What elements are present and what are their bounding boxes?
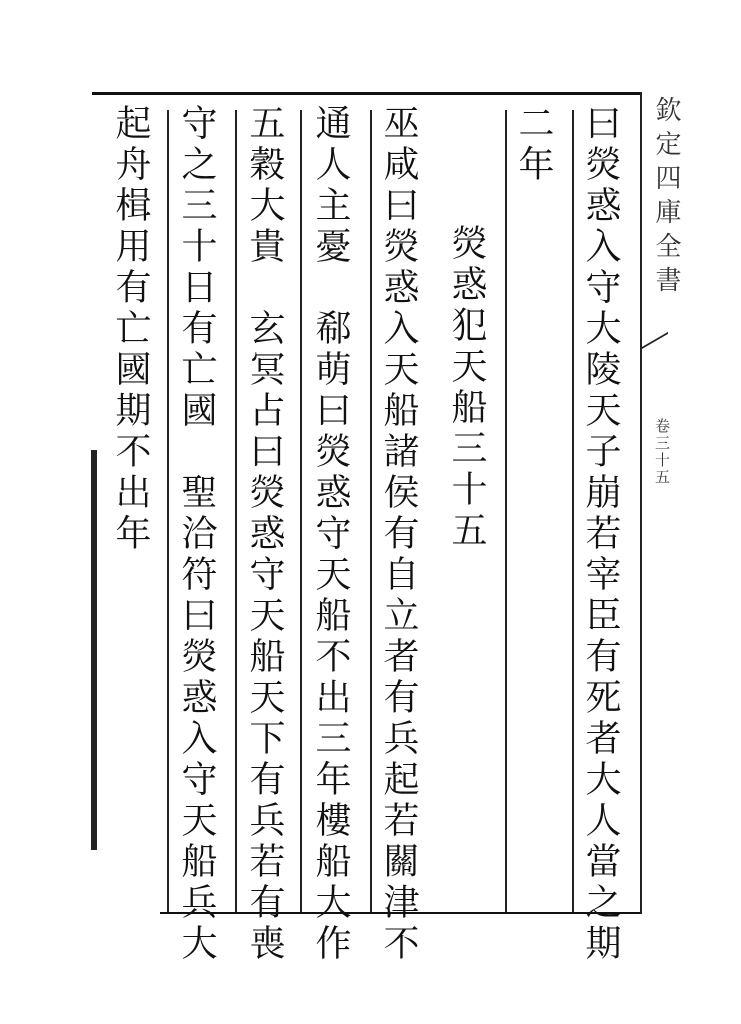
binding-bar <box>91 450 97 850</box>
fish-tail-mark <box>640 332 668 376</box>
margin-header: 欽定四庫全書 <box>651 96 681 300</box>
column-divider <box>370 110 372 912</box>
text-column-3: 巫咸曰熒惑入天船諸侯有自立者有兵起若關津不 <box>378 104 419 965</box>
text-column-2: 二年 <box>513 104 554 186</box>
text-column-4: 通人主憂 郗萌曰熒惑守天船不出三年樓船大作 <box>310 104 351 965</box>
column-divider <box>235 110 237 912</box>
margin-divider <box>640 92 642 914</box>
text-column-1: 曰熒惑入守大陵天子崩若宰臣有死者大人當之期 <box>580 104 621 965</box>
section-heading: 熒惑犯天船三十五 <box>446 224 487 552</box>
text-column-6: 守之三十日有亡國 聖洽符曰熒惑入守天船兵大 <box>176 104 217 965</box>
juan-number: 卷三十五 <box>653 418 671 486</box>
top-border <box>92 92 640 95</box>
column-divider <box>572 110 574 912</box>
text-column-5: 五穀大貴 玄冥占曰熒惑守天船天下有兵若有喪 <box>244 104 285 965</box>
column-divider <box>300 110 302 912</box>
column-divider <box>167 110 169 912</box>
text-column-7: 起舟楫用有亡國期不出年 <box>110 104 151 555</box>
column-divider <box>505 110 507 912</box>
